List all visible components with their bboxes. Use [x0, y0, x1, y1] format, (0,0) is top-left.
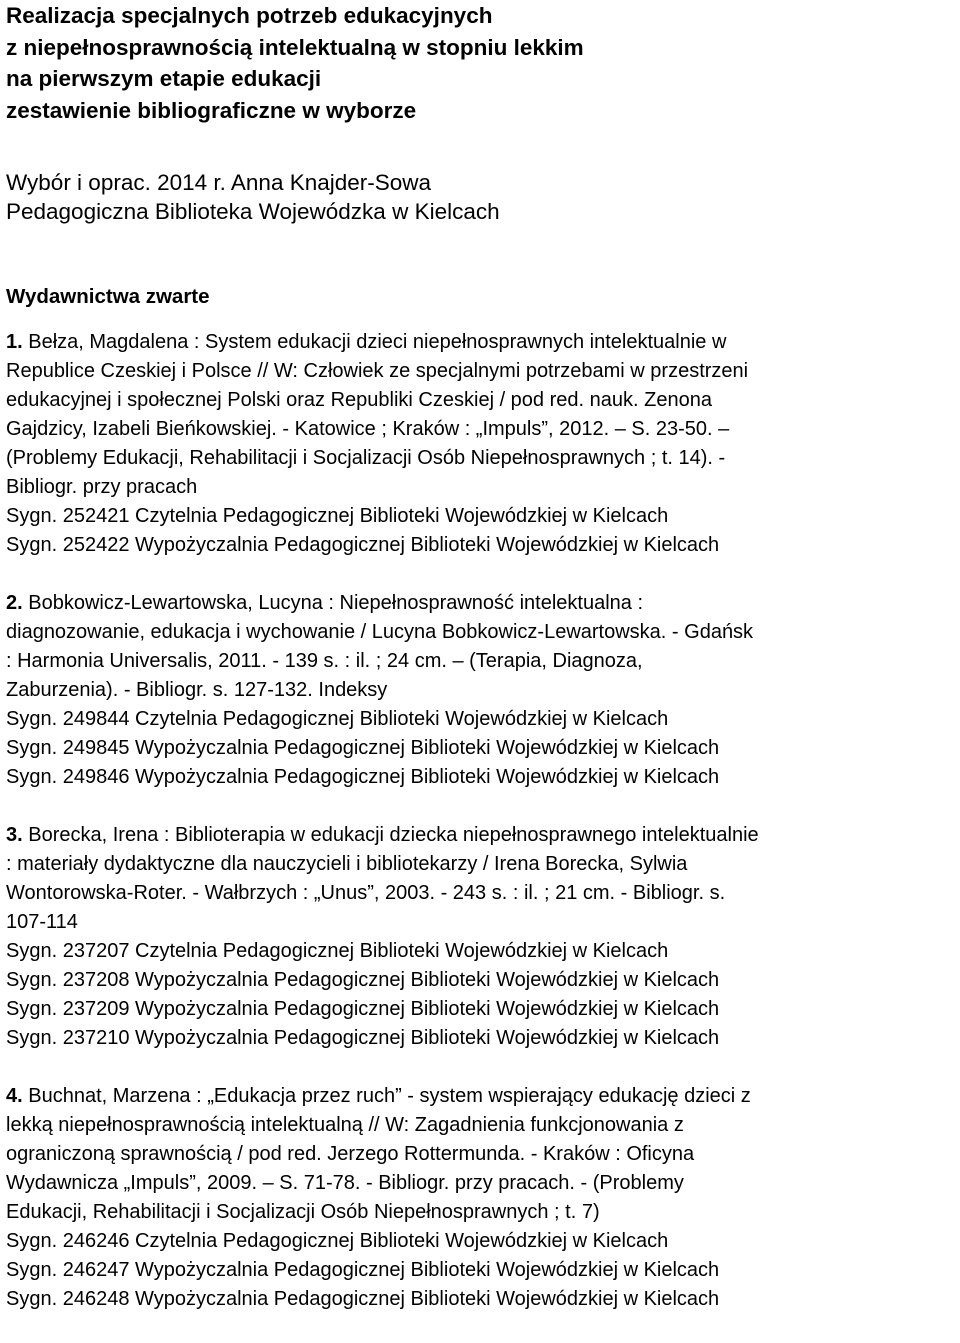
document-title [6, 0, 956, 126]
entry-text-line: ograniczoną sprawnością / pod red. Jerzego Rottermunda. - Kraków : Oficyna [6, 1143, 695, 1165]
entry-text-line: Bibliogr. przy pracach [6, 476, 198, 498]
entry-text-line: (Problemy Edukacji, Rehabilitacji i Socjalizacji Osób Niepełnosprawnych ; t. 14). - [6, 447, 726, 469]
bibliography-entry [6, 821, 956, 1053]
entry-text: Buchnat, Marzena : „Edukacja przez ruch” - system wspierający edukację dzieci z [22, 1085, 751, 1107]
entry-number: 1. [6, 331, 23, 353]
bibliography-entry [6, 1082, 956, 1314]
call-number: Sygn. 237207 Czytelnia Pedagogicznej Biblioteki Wojewódzkiej w Kielcach [6, 940, 669, 962]
entry-text-line: : Harmonia Universalis, 2011. - 139 s. : il. ; 24 cm. – (Terapia, Diagnoza, [6, 650, 643, 672]
entry-number: 3. [6, 824, 23, 846]
call-number: Sygn. 249844 Czytelnia Pedagogicznej Biblioteki Wojewódzkiej w Kielcach [6, 708, 669, 730]
call-number: Sygn. 246248 Wypożyczalnia Pedagogicznej Biblioteki Wojewódzkiej w Kielcach [6, 1288, 720, 1310]
entry-text-line [6, 1082, 956, 1111]
bibliography-entry [6, 328, 956, 560]
call-number: Sygn. 252421 Czytelnia Pedagogicznej Biblioteki Wojewódzkiej w Kielcach [6, 505, 669, 527]
call-number: Sygn. 246246 Czytelnia Pedagogicznej Biblioteki Wojewódzkiej w Kielcach [6, 1230, 669, 1252]
library-line: Pedagogiczna Biblioteka Wojewódzka w Kielcach [6, 199, 500, 224]
document-page [6, 0, 956, 1343]
bibliography-list [6, 328, 956, 1314]
entry-number: 4. [6, 1085, 23, 1107]
call-number: Sygn. 246247 Wypożyczalnia Pedagogicznej Biblioteki Wojewódzkiej w Kielcach [6, 1259, 720, 1281]
entry-text-line: Wontorowska-Roter. - Wałbrzych : „Unus”, 2003. - 243 s. : il. ; 21 cm. - Bibliogr. s. [6, 882, 726, 904]
entry-text: Borecka, Irena : Biblioterapia w edukacji dziecka niepełnosprawnego intelektualnie [22, 824, 759, 846]
author-line: Wybór i oprac. 2014 r. Anna Knajder-Sowa [6, 170, 432, 195]
entry-text-line: diagnozowanie, edukacja i wychowanie / Lucyna Bobkowicz-Lewartowska. - Gdańsk [6, 621, 754, 643]
entry-text-line [6, 821, 956, 850]
entry-text-line: Republice Czeskiej i Polsce // W: Człowiek ze specjalnymi potrzebami w przestrzeni [6, 360, 749, 382]
call-number: Sygn. 237209 Wypożyczalnia Pedagogicznej Biblioteki Wojewódzkiej w Kielcach [6, 998, 720, 1020]
entry-text-line: 107-114 [6, 911, 78, 933]
call-number: Sygn. 237210 Wypożyczalnia Pedagogicznej Biblioteki Wojewódzkiej w Kielcach [6, 1027, 720, 1049]
entry-text-line: lekką niepełnosprawnością intelektualną // W: Zagadnienia funkcjonowania z [6, 1114, 684, 1136]
entry-text-line: Gajdzicy, Izabeli Bieńkowskiej. - Katowice ; Kraków : „Impuls”, 2012. – S. 23-50. – [6, 418, 730, 440]
title-line: na pierwszym etapie edukacji [6, 66, 322, 91]
entry-text: Bełza, Magdalena : System edukacji dzieci niepełnosprawnych intelektualnie w [22, 331, 727, 353]
document-meta [6, 168, 956, 226]
bibliography-entry [6, 589, 956, 792]
entry-number: 2. [6, 592, 23, 614]
entry-text-line [6, 589, 956, 618]
entry-text-line [6, 328, 956, 357]
call-number: Sygn. 249846 Wypożyczalnia Pedagogicznej Biblioteki Wojewódzkiej w Kielcach [6, 766, 720, 788]
title-line: zestawienie bibliograficzne w wyborze [6, 97, 417, 123]
entry-text-line: : materiały dydaktyczne dla nauczycieli i bibliotekarzy / Irena Borecka, Sylwia [6, 853, 688, 875]
entry-text: Bobkowicz-Lewartowska, Lucyna : Niepełnosprawność intelektualna : [22, 592, 644, 614]
call-number: Sygn. 252422 Wypożyczalnia Pedagogicznej Biblioteki Wojewódzkiej w Kielcach [6, 534, 720, 556]
entry-text-line: edukacyjnej i społecznej Polski oraz Republiki Czeskiej / pod red. nauk. Zenona [6, 389, 712, 411]
entry-text-line: Edukacji, Rehabilitacji i Socjalizacji Osób Niepełnosprawnych ; t. 7) [6, 1201, 600, 1223]
entry-text-line: Zaburzenia). - Bibliogr. s. 127-132. Indeksy [6, 679, 388, 701]
call-number: Sygn. 249845 Wypożyczalnia Pedagogicznej Biblioteki Wojewódzkiej w Kielcach [6, 737, 720, 759]
title-line: Realizacja specjalnych potrzeb edukacyjnych [6, 3, 493, 28]
entry-text-line: Wydawnicza „Impuls”, 2009. – S. 71-78. - Bibliogr. przy pracach. - (Problemy [6, 1172, 684, 1194]
title-line: z niepełnosprawnością intelektualną w stopniu lekkim [6, 34, 584, 60]
section-heading: Wydawnictwa zwarte [6, 285, 210, 308]
call-number: Sygn. 237208 Wypożyczalnia Pedagogicznej Biblioteki Wojewódzkiej w Kielcach [6, 969, 720, 991]
